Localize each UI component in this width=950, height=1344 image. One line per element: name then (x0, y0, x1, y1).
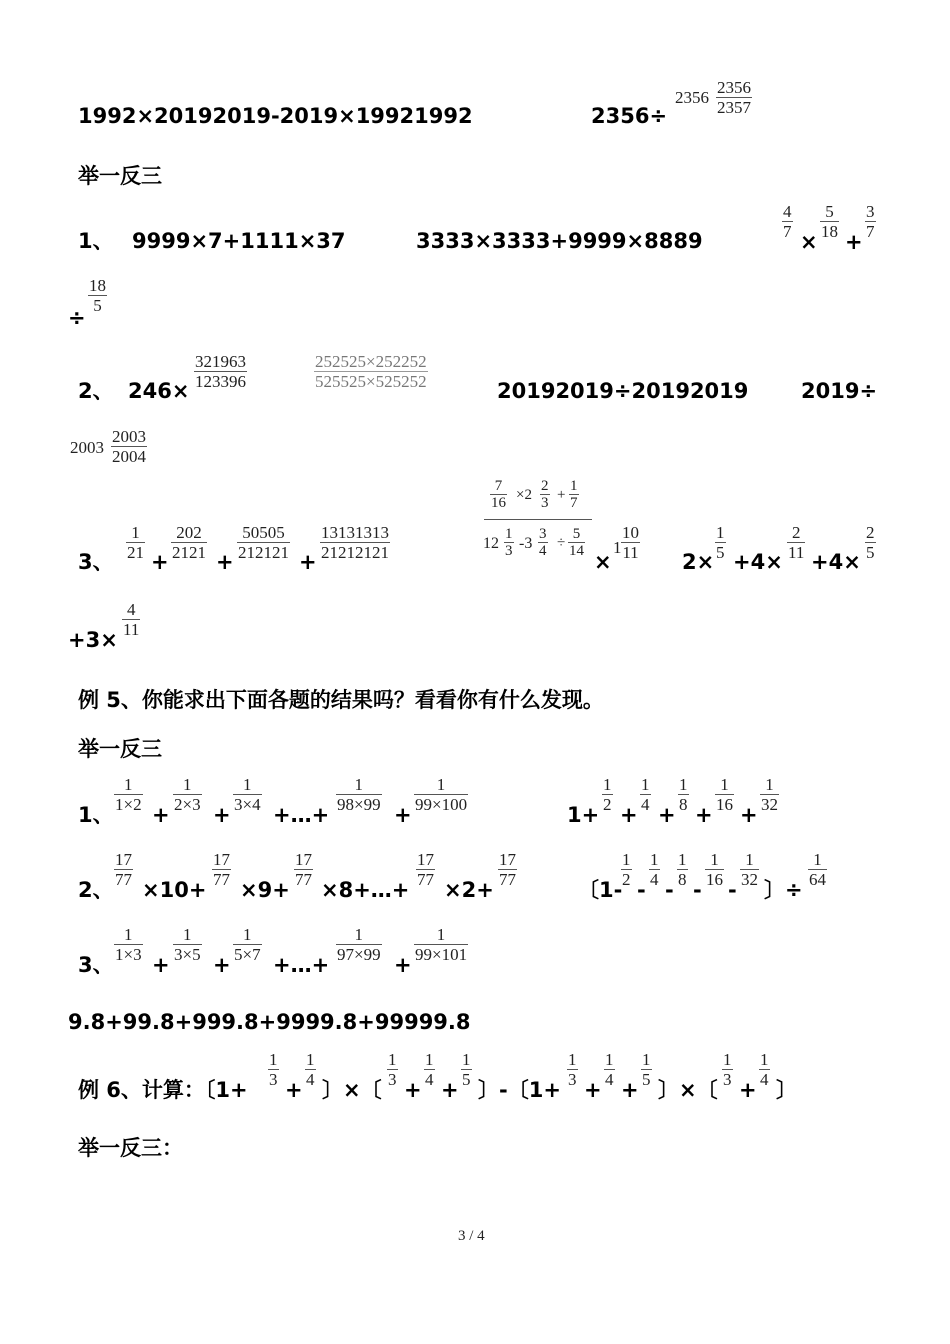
operator: × (800, 230, 818, 254)
fraction: 1 64 (809, 850, 826, 889)
fraction: 321963 123396 (195, 352, 246, 391)
expr-sum: 9.8+99.8+999.8+9999.8+99999.8 (68, 1010, 471, 1034)
fraction: 1 4 (760, 1050, 769, 1089)
main-fraction-bar (484, 519, 592, 520)
fraction: 4 11 (123, 600, 140, 639)
fraction: 252525×252252 525525×525252 (315, 352, 427, 391)
expr-3333: 3333×3333+9999×8889 (416, 229, 703, 253)
expr-3x: +3× (68, 628, 118, 652)
example-5-heading: 例 5、你能求出下面各题的结果吗？看看你有什么发现。 (78, 688, 604, 712)
fraction: 1 4 (425, 1050, 434, 1089)
fraction: 2 5 (866, 523, 875, 562)
fraction: 2 11 (788, 523, 805, 562)
operator: + (695, 803, 713, 827)
fraction: 1 99×101 (415, 925, 468, 964)
operator: ×2+ (444, 878, 494, 902)
operator: + (584, 1078, 602, 1102)
fraction: 1 3 (568, 1050, 577, 1089)
operator: 〕-〔1+ (478, 1078, 561, 1102)
fraction: 2356 2357 (717, 78, 751, 117)
fraction: 17 77 (213, 850, 230, 889)
operator: + (151, 550, 169, 574)
fraction: 2 3 (541, 478, 549, 511)
fraction: 1 5×7 (234, 925, 261, 964)
operator: 1+ (567, 803, 600, 827)
problem-label: 1、 (78, 803, 114, 827)
fraction: 17 77 (417, 850, 434, 889)
fraction: 1 4 (641, 775, 650, 814)
expr-4x: +4× (811, 550, 861, 574)
operator: - (665, 878, 674, 902)
fraction: 50505 212121 (238, 523, 289, 562)
fraction: 1 3×4 (234, 775, 261, 814)
mixed-whole: 12 (483, 535, 499, 552)
fraction: 1 1×2 (115, 775, 142, 814)
expr-9999: 9999×7+1111×37 (132, 229, 346, 253)
fraction: 1 32 (741, 850, 758, 889)
operator: - (728, 878, 737, 902)
fraction: 1 16 (706, 850, 723, 889)
fraction: 1 8 (678, 850, 687, 889)
problem-label: 2、 (78, 379, 114, 403)
expr-246: 246× (128, 379, 190, 403)
fraction: 1 3 (388, 1050, 397, 1089)
problem-label: 1、 (78, 229, 114, 253)
operator: + (441, 1078, 459, 1102)
fraction: 10 11 (622, 523, 639, 562)
fraction: 2003 2004 (112, 427, 146, 466)
operator: + (845, 230, 863, 254)
fraction: 1 99×100 (415, 775, 468, 814)
expr-20192019: 20192019÷20192019 (497, 379, 749, 403)
operator: ×8+…+ (321, 878, 410, 902)
fraction: 17 77 (115, 850, 132, 889)
fraction: 17 77 (499, 850, 516, 889)
section-heading: 举一反三 (78, 164, 162, 188)
operator: ×10+ (142, 878, 207, 902)
fraction: 1 3 (505, 526, 513, 559)
operator: + (394, 803, 412, 827)
operator: + (152, 803, 170, 827)
operator: + (213, 803, 231, 827)
operator: 〕×〔 (322, 1078, 382, 1102)
page-number: 3 / 4 (458, 1228, 485, 1244)
expr-2019-div: 2019÷ (801, 379, 878, 403)
operator: + (620, 803, 638, 827)
fraction: 1 5 (462, 1050, 471, 1089)
problem-label: 3、 (78, 953, 114, 977)
fraction: 202 2121 (172, 523, 206, 562)
section-heading: 举一反三： (78, 1136, 183, 1160)
operator: + (557, 487, 566, 503)
fraction: 1 98×99 (337, 775, 381, 814)
fraction: 3 7 (866, 202, 875, 241)
fraction: 17 77 (295, 850, 312, 889)
operator: +…+ (273, 953, 330, 977)
operator: + (285, 1078, 303, 1102)
operator: ×9+ (240, 878, 290, 902)
fraction: 1 3 (723, 1050, 732, 1089)
fraction: 1 4 (605, 1050, 614, 1089)
operator: × (594, 550, 612, 574)
fraction: 1 3 (269, 1050, 278, 1089)
fraction: 1 5 (642, 1050, 651, 1089)
operator: - (637, 878, 646, 902)
expr-2x: 2× (682, 550, 715, 574)
operator: 〕×〔 (658, 1078, 718, 1102)
fraction: 1 4 (306, 1050, 315, 1089)
mixed-whole: 1 (613, 538, 622, 557)
fraction: 1 2×3 (174, 775, 201, 814)
fraction: 1 2 (603, 775, 612, 814)
fraction: 1 8 (679, 775, 688, 814)
fraction: 1 32 (761, 775, 778, 814)
fraction: 5 14 (569, 526, 584, 559)
operator: 〕 (776, 1078, 797, 1102)
operator: + (299, 550, 317, 574)
mixed-whole: 2003 (70, 438, 104, 457)
fraction: 1 2 (622, 850, 631, 889)
operator: + (152, 953, 170, 977)
fraction: 1 4 (650, 850, 659, 889)
fraction: 3 4 (539, 526, 547, 559)
expr-2356-div: 2356÷ (591, 104, 668, 128)
fraction: 1 16 (716, 775, 733, 814)
operator: ÷ (557, 535, 566, 551)
fraction: 1 21 (127, 523, 144, 562)
fraction: 1 97×99 (337, 925, 381, 964)
operator: + (621, 1078, 639, 1102)
operator: -3 (519, 535, 533, 552)
operator: 〔1- (578, 878, 623, 902)
expr-4x: +4× (733, 550, 783, 574)
fraction: 1 7 (570, 478, 578, 511)
operator: +…+ (273, 803, 330, 827)
section-heading: 举一反三 (78, 737, 162, 761)
fraction: 4 7 (783, 202, 792, 241)
operator: ×2 (516, 487, 532, 503)
operator: - (693, 878, 702, 902)
expr-1992: 1992×20192019-2019×19921992 (78, 104, 473, 128)
operator: 〕÷ (764, 878, 803, 902)
operator: + (740, 803, 758, 827)
mixed-whole: 2356 (675, 88, 709, 107)
operator: + (394, 953, 412, 977)
operator: + (404, 1078, 422, 1102)
operator: + (213, 953, 231, 977)
fraction: 1 5 (716, 523, 725, 562)
fraction: 18 5 (89, 276, 106, 315)
problem-label: 3、 (78, 550, 114, 574)
fraction: 1 1×3 (115, 925, 142, 964)
fraction: 7 16 (491, 478, 506, 511)
operator: + (216, 550, 234, 574)
fraction: 5 18 (821, 202, 838, 241)
problem-label: 2、 (78, 878, 114, 902)
operator: + (658, 803, 676, 827)
example-6-prefix: 例 6、计算：〔1+ (78, 1078, 248, 1102)
fraction: 1 3×5 (174, 925, 201, 964)
fraction: 13131313 21212121 (321, 523, 389, 562)
operator: ÷ (68, 306, 86, 330)
operator: + (739, 1078, 757, 1102)
